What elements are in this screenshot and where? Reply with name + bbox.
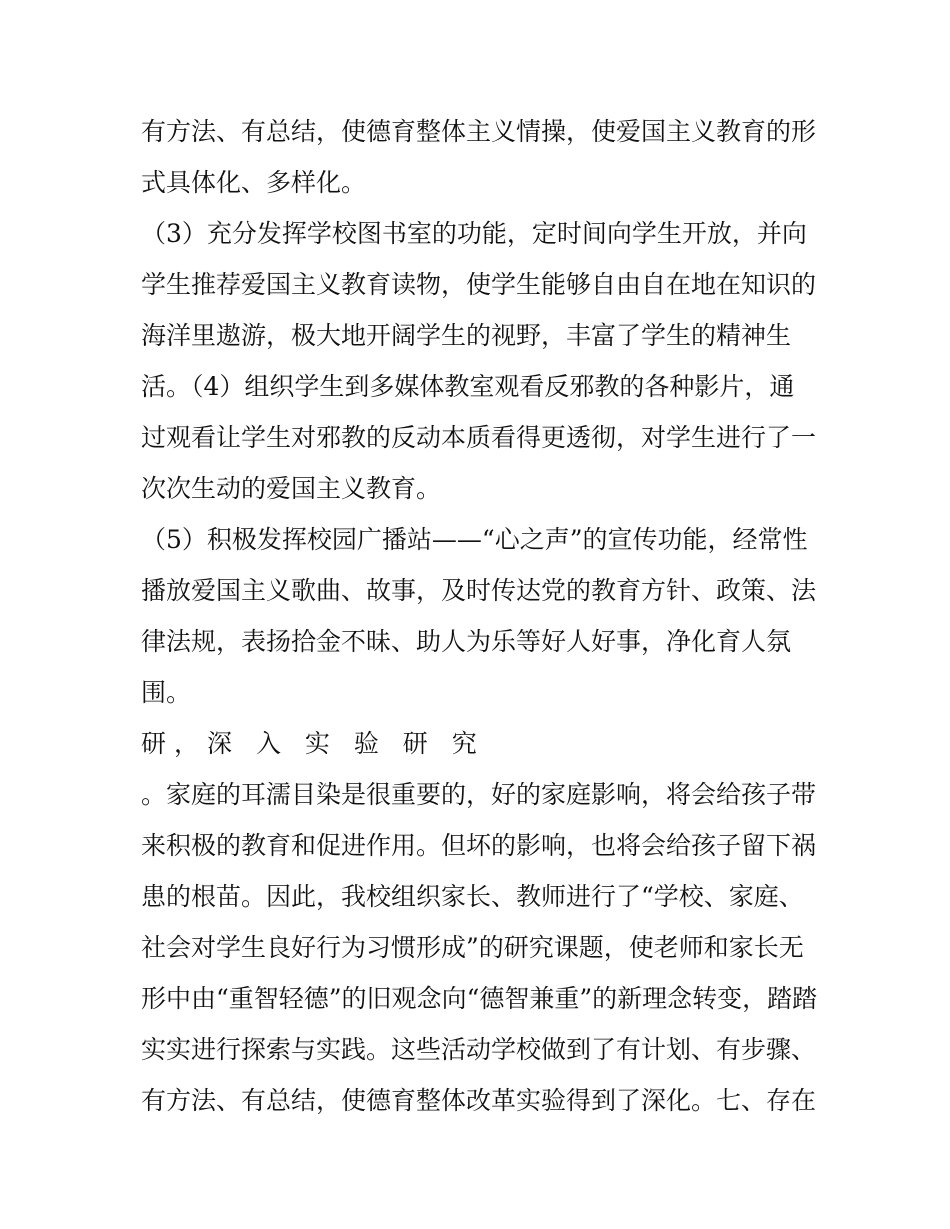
body-text [141,106,841,1126]
text-line-13: 研，深 入 实 验 研 究 [141,729,485,758]
text-line-16: 患的根苗。因此，我校组织家长、教师进行了“学校、家庭、 [141,882,804,911]
text-line-2: 式具体化、多样化。 [141,168,367,197]
text-line-19: 实实进行探索与实践。这些活动学校做到了有计划、有步骤、 [141,1035,817,1064]
text-line-5: 海洋里遨游，极大地开阔学生的视野，丰富了学生的精神生 [141,321,792,350]
text-line-9: （5）积极发挥校园广播站——“心之声”的宣传功能，经常性 [141,525,808,554]
text-line-7: 过观看让学生对邪教的反动本质看得更透彻，对学生进行了一 [141,423,817,452]
text-line-11: 律法规，表扬拾金不昧、助人为乐等好人好事，净化育人氛 [141,627,792,656]
text-line-8: 次次生动的爱国主义教育。 [141,474,442,503]
text-line-18: 形中由“重智轻德”的旧观念向“德智兼重”的新理念转变，踏踏 [141,984,818,1013]
text-line-20: 有方法、有总结，使德育整体改革实验得到了深化。七、存在 [141,1086,817,1115]
text-line-3: （3）充分发挥学校图书室的功能，定时间向学生开放，并向 [141,219,807,248]
text-line-10: 播放爱国主义歌曲、故事，及时传达党的教育方针、政策、法 [141,576,817,605]
text-line-4: 学生推荐爱国主义教育读物，使学生能够自由自在地在知识的 [141,270,817,299]
text-line-12: 围。 [141,678,192,707]
text-line-14: 。家庭的耳濡目染是很重要的，好的家庭影响，将会给孩子带 [141,780,817,809]
text-line-17: 社会对学生良好行为习惯形成”的研究课题，使老师和家长无 [141,933,804,962]
text-line-1: 有方法、有总结，使德育整体主义情操，使爱国主义教育的形 [141,117,817,146]
text-line-15: 来积极的教育和促进作用。但坏的影响，也将会给孩子留下祸 [141,831,817,860]
text-line-6: 活。（4）组织学生到多媒体教室观看反邪教的各种影片，通 [141,372,795,401]
